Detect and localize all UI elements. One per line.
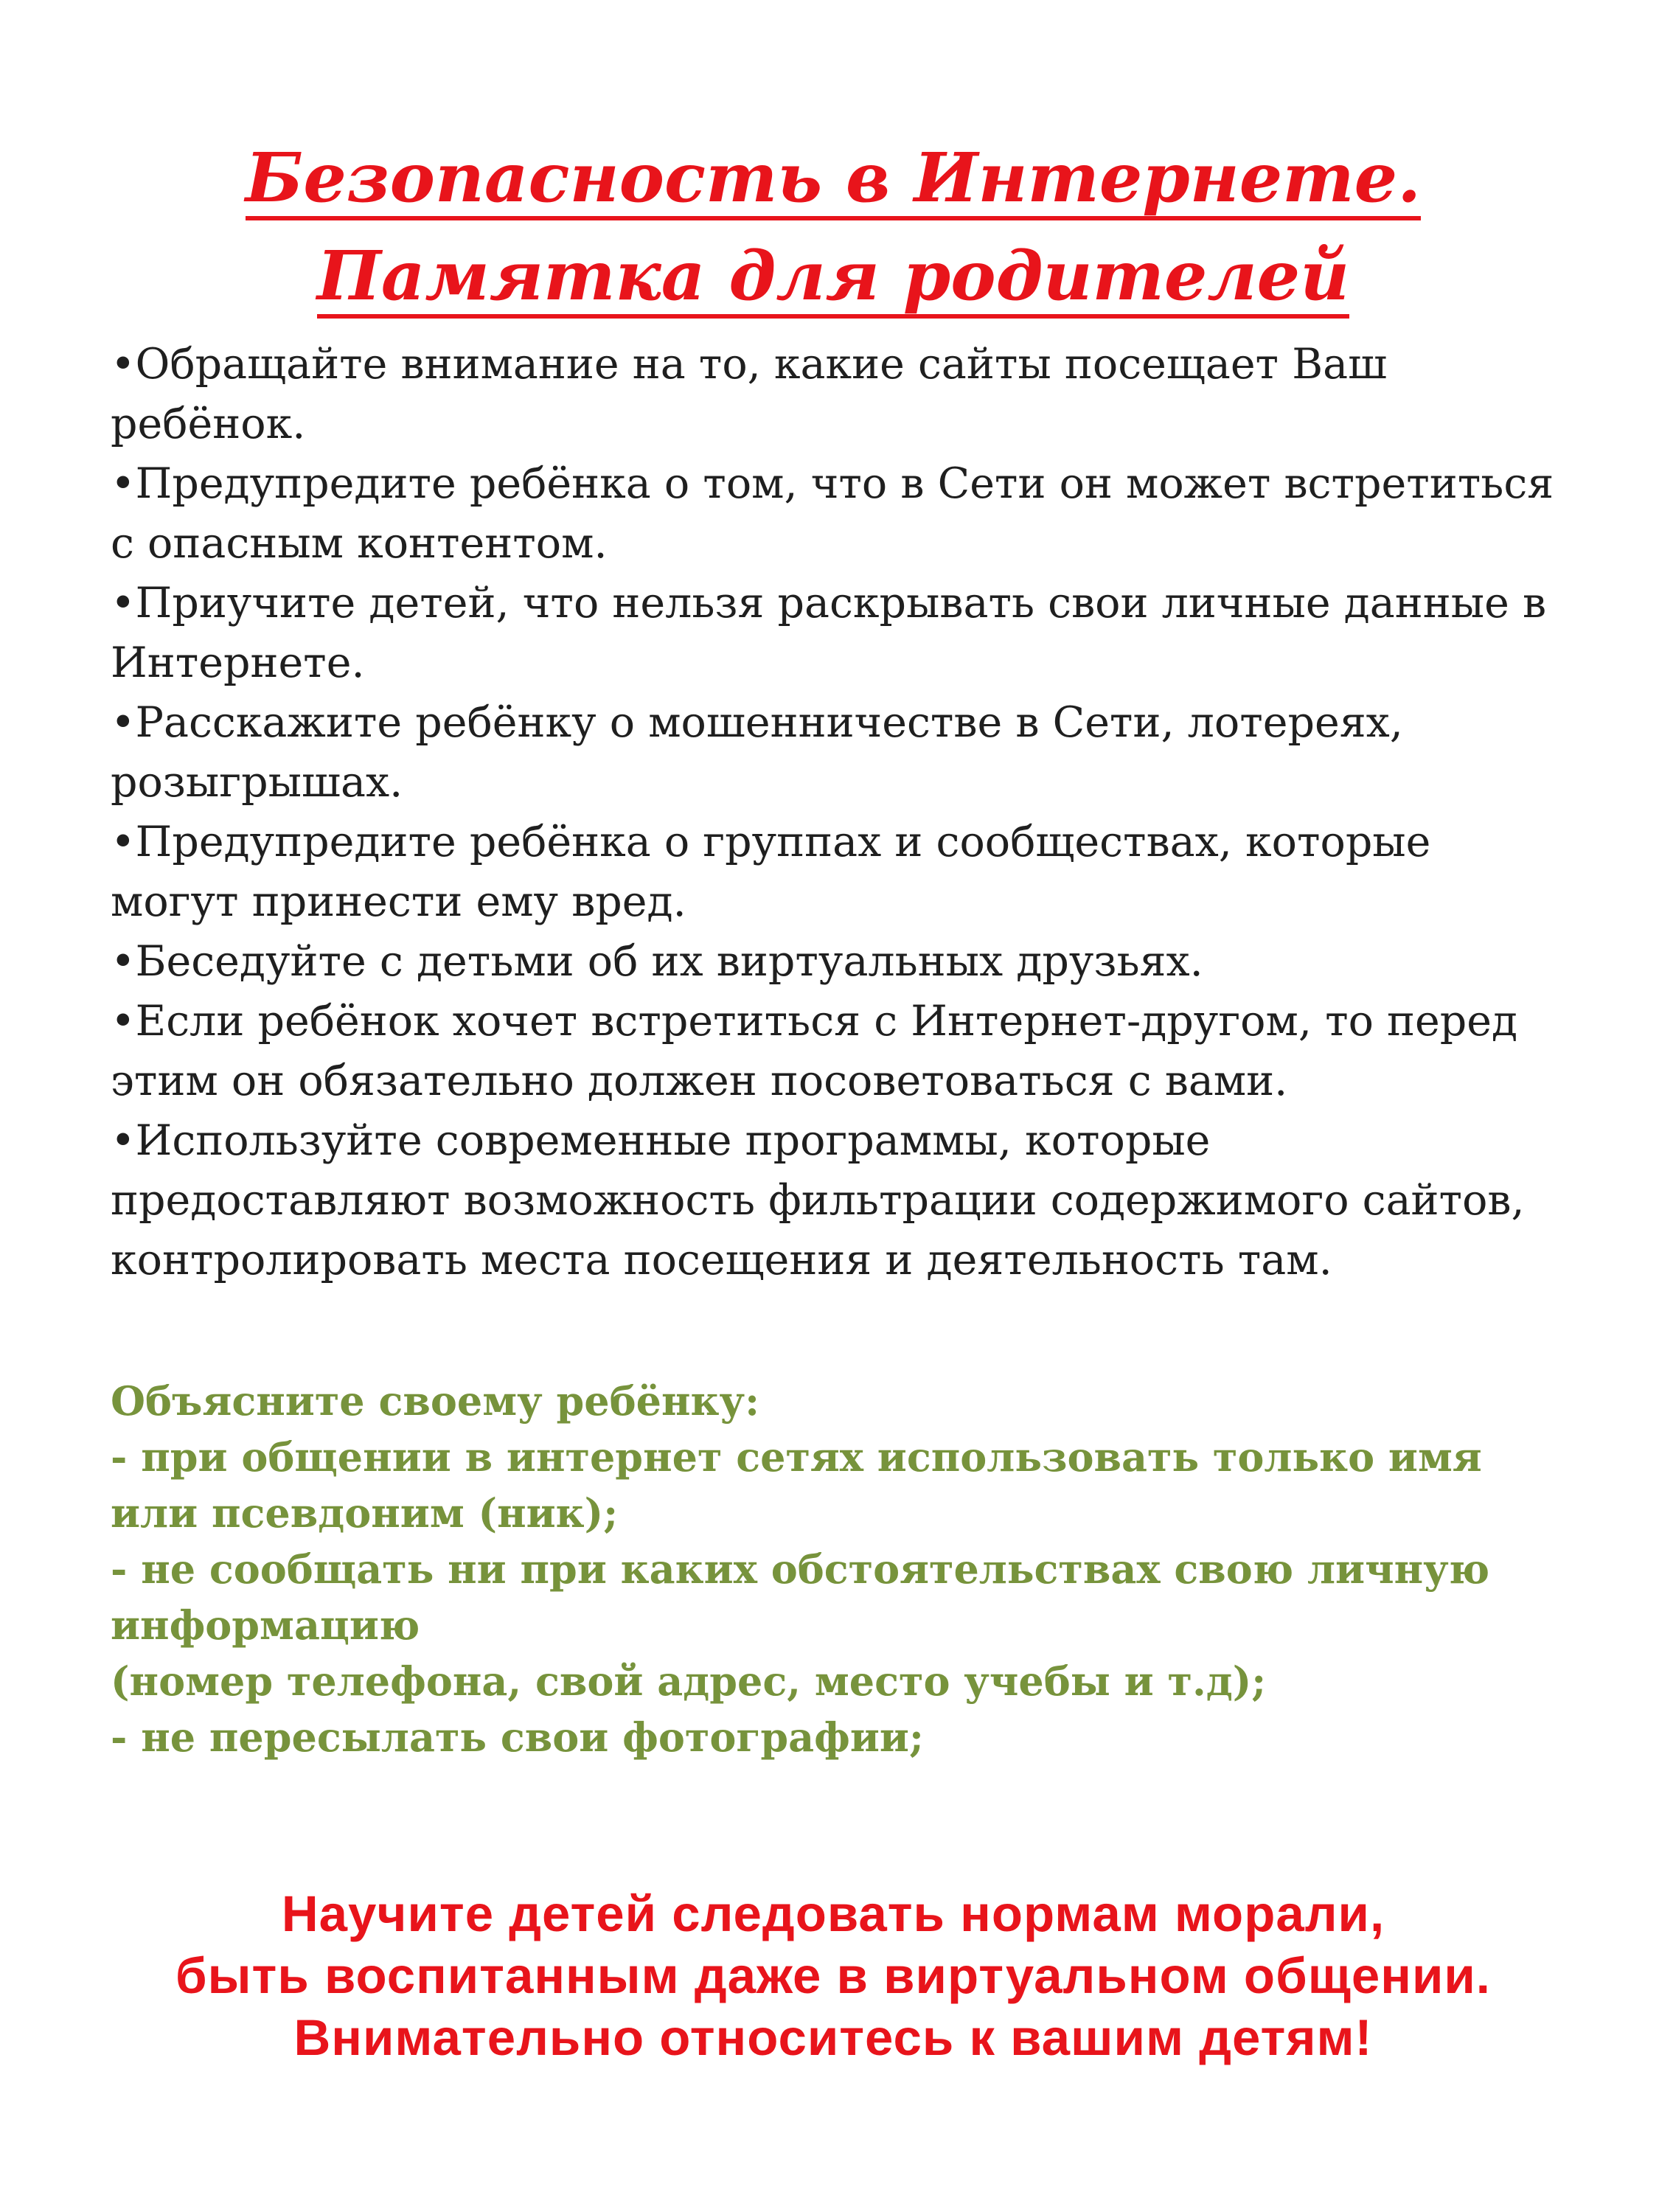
tip-text: Если ребёнок хочет встретиться с Интернет-другом, то перед этим он обязательно должен посоветоваться с вами. xyxy=(111,997,1518,1105)
tip-item xyxy=(111,454,1556,574)
bullet-icon: • xyxy=(111,937,136,986)
advice-line: (номер телефона, свой адрес, место учебы и т.д); xyxy=(111,1658,1267,1705)
advice-heading: Объясните своему ребёнку: xyxy=(111,1377,760,1425)
bullet-icon: • xyxy=(111,997,136,1046)
closing-line: быть воспитанным даже в виртуальном общении. xyxy=(175,1947,1491,2004)
advice-line: - не пересылать свои фотографии; xyxy=(111,1714,924,1761)
tip-text: Расскажите ребёнку о мошенничестве в Сети, лотереях, розыгрышах. xyxy=(111,698,1403,807)
bullet-icon: • xyxy=(111,459,136,508)
tip-item xyxy=(111,574,1556,693)
closing-line: Научите детей следовать нормам морали, xyxy=(281,1885,1385,1942)
advice-line: - при общении в интернет сетях использовать только имя или псевдоним (ник); xyxy=(111,1433,1482,1537)
tips-list xyxy=(111,335,1556,1290)
advice-line: - не сообщать ни при каких обстоятельствах свою личную информацию xyxy=(111,1545,1490,1649)
tip-text: Приучите детей, что нельзя раскрывать свои личные данные в Интернете. xyxy=(111,579,1547,687)
title-line-2: Памятка для родителей xyxy=(317,237,1349,319)
closing-message xyxy=(111,1883,1556,2069)
bullet-icon: • xyxy=(111,340,136,389)
tip-item xyxy=(111,932,1556,992)
tip-text: Беседуйте с детьми об их виртуальных друзьях. xyxy=(135,937,1203,986)
tip-text: Предупредите ребёнка о группах и сообществах, которые могут принести ему вред. xyxy=(111,818,1431,926)
title-line-1: Безопасность в Интернете. xyxy=(246,139,1421,220)
tip-item xyxy=(111,1111,1556,1290)
advice-section xyxy=(111,1373,1556,1765)
bullet-icon: • xyxy=(111,818,136,866)
closing-line: Внимательно относитесь к вашим детям! xyxy=(293,2009,1373,2066)
bullet-icon: • xyxy=(111,1116,136,1165)
bullet-icon: • xyxy=(111,698,136,747)
tip-item xyxy=(111,335,1556,454)
page-title xyxy=(111,133,1556,329)
tip-text: Предупредите ребёнка о том, что в Сети он может встретиться с опасным контентом. xyxy=(111,459,1554,568)
tip-item xyxy=(111,992,1556,1111)
tip-text: Используйте современные программы, которые предоставляют возможность фильтрации содержимого сайтов, контролировать места посещения и деятельность там. xyxy=(111,1116,1525,1284)
bullet-icon: • xyxy=(111,579,136,627)
tip-item xyxy=(111,813,1556,932)
tip-text: Обращайте внимание на то, какие сайты посещает Ваш ребёнок. xyxy=(111,340,1388,448)
tip-item xyxy=(111,693,1556,813)
